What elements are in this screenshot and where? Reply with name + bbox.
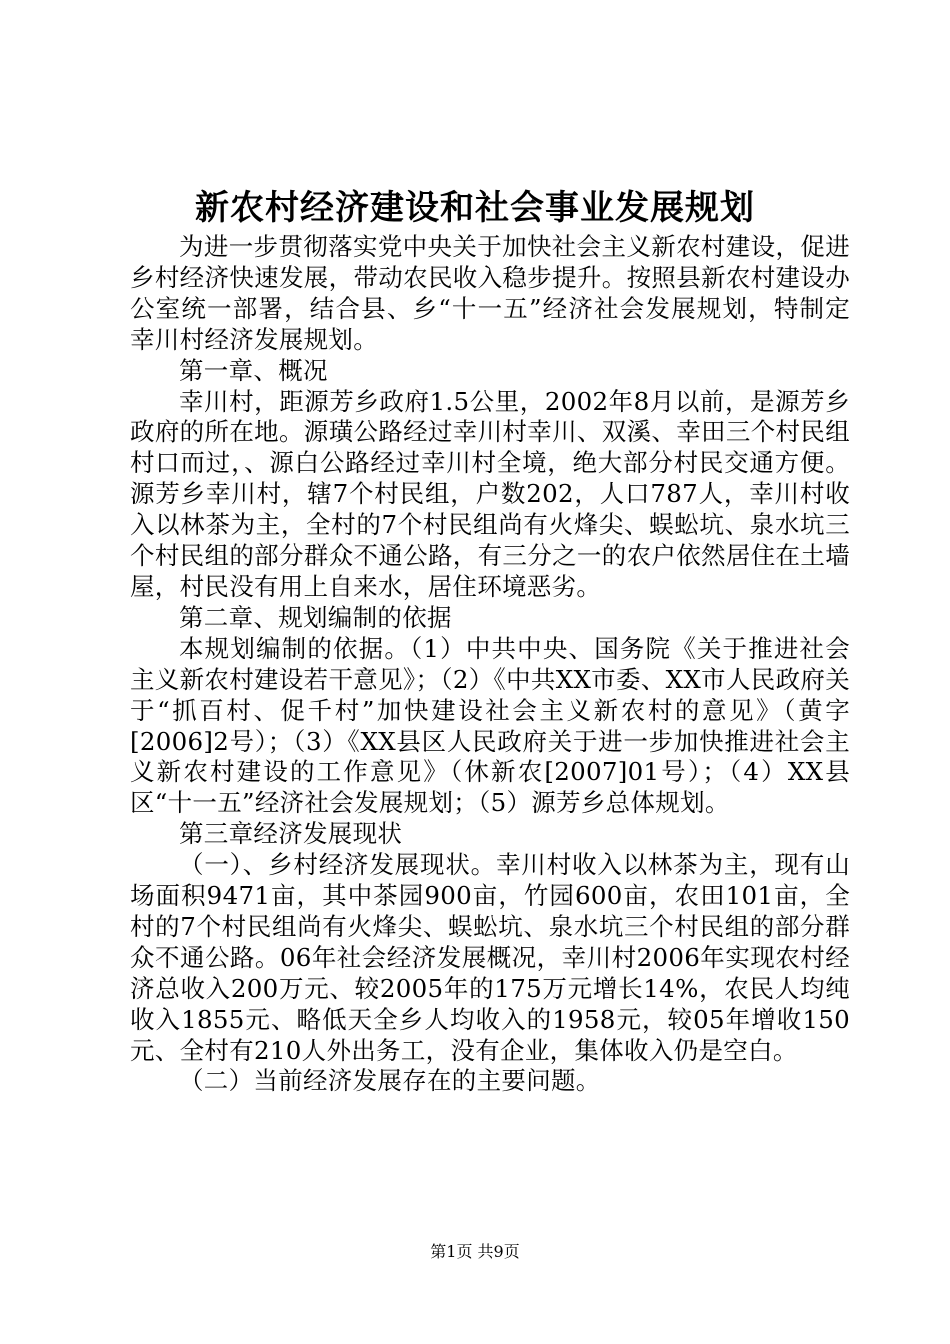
chapter-heading-basis: 第二章、规划编制的依据 — [179, 602, 452, 632]
overview-paragraph: 幸川村，距源芳乡政府1.5公里，2002年8月以前，是源芳乡政府的所在地。源璜公路经过幸川村幸川、双溪、幸田三个村民组村口而过，、源白公路经过幸川村全境，绝大部分村民交通方便。源芳乡幸川村，辖7个村民组，户数202，人口787人，幸川村收入以林茶为主，全村的7个村民组尚有火烽尖、蜈蚣坑、泉水坑三个村民组的部分群众不通公路，有三分之一的农户依然居住在土墙屋，村民没有用上自来水，居住环境恶劣。 — [130, 386, 850, 601]
chapter-heading-overview: 第一章、概况 — [179, 355, 328, 385]
document-body — [130, 232, 850, 1097]
status-paragraph: （一）、乡村经济发展现状。幸川村收入以林茶为主，现有山场面积9471亩，其中茶园900亩，竹园600亩，农田101亩，全村的7个村民组尚有火烽尖、蜈蚣坑、泉水坑三个村民组的部分群众不通公路。06年社会经济发展概况，幸川村2006年实现农村经济总收入200万元、较2005年的175万元增长14%，农民人均纯收入1855元、略低天全乡人均收入的1958元，较05年增收150元、全村有210人外出务工，没有企业，集体收入仍是空白。 — [130, 850, 850, 1065]
issues-paragraph: （二）当前经济发展存在的主要问题。 — [179, 1066, 601, 1096]
chapter-heading-status: 第三章经济发展现状 — [179, 819, 403, 849]
basis-paragraph: 本规划编制的依据。（1）中共中央、国务院《关于推进社会主义新农村建设若干意见》；（2）《中共XX市委、XX市人民政府关于“抓百村、促千村”加快建设社会主义新农村的意见》（黄字[2006]2号）；（3）《XX县区人民政府关于进一步加快推进社会主义新农村建设的工作意见》（休新农[2007]01号）；（4）XX县区“十一五”经济社会发展规划；（5）源芳乡总体规划。 — [130, 633, 850, 818]
intro-paragraph: 为进一步贯彻落实党中央关于加快社会主义新农村建设，促进乡村经济快速发展，带动农民收入稳步提升。按照县新农村建设办公室统一部署，结合县、乡“十一五”经济社会发展规划，特制定幸川村经济发展规划。 — [130, 232, 850, 354]
document-title: 新农村经济建设和社会事业发展规划 — [195, 188, 755, 228]
page-footer: 第1页 共9页 — [430, 1242, 520, 1261]
